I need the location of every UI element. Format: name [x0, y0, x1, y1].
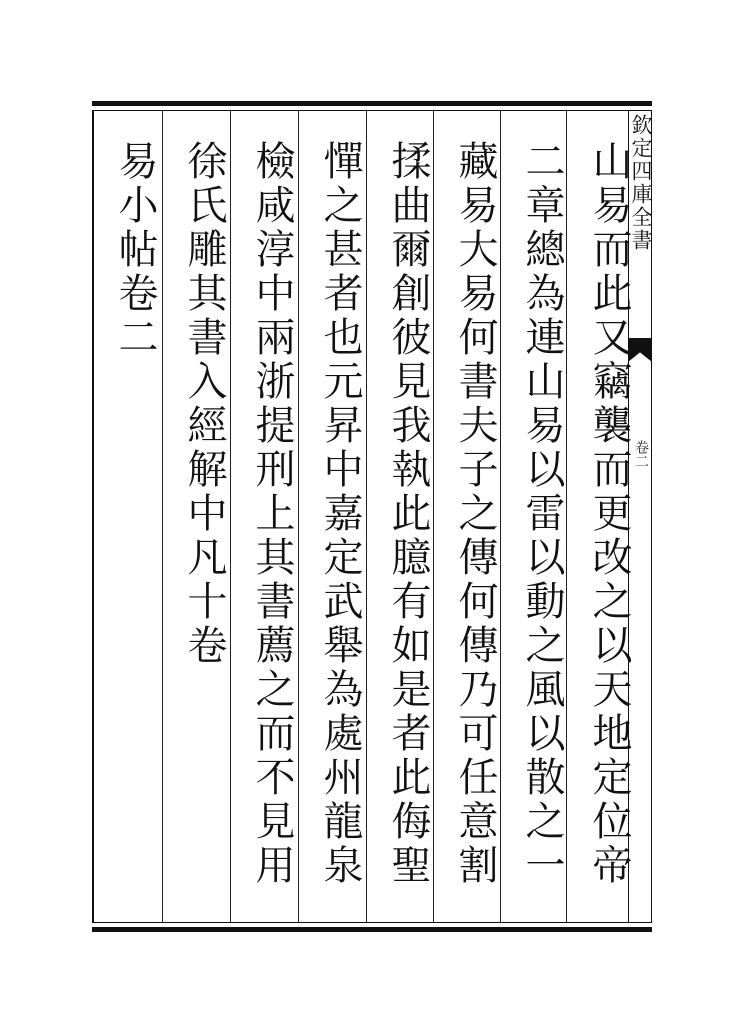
- margin-book-title: 欽定四庫全書: [629, 114, 653, 252]
- text-column-4: 揉曲爾創彼見我執此臆有如是者此侮聖: [385, 140, 431, 888]
- chapter-end-title: 易小帖卷二: [112, 140, 158, 360]
- text-column-7: 徐氏雕其書入經解中凡十卷: [181, 140, 227, 668]
- top-border-thin: [92, 110, 652, 111]
- margin-volume-label: 卷二: [633, 440, 649, 468]
- text-column-2: 二章總為連山易以雷以動之風以散之一: [519, 140, 565, 888]
- bottom-border-thin: [92, 922, 652, 923]
- text-column-5: 憚之甚者也元昇中嘉定武舉為處州龍泉: [317, 140, 363, 888]
- left-border: [92, 110, 94, 923]
- bottom-border-thick: [92, 927, 652, 932]
- text-column-3: 藏易大易何書夫子之傳何傳乃可任意割: [452, 140, 498, 888]
- text-column-6: 檢咸淳中兩浙提刑上其書薦之而不見用: [249, 140, 295, 888]
- text-column-1: 山易而此又竊襲而更改之以天地定位帝: [586, 140, 632, 888]
- top-border-thick: [92, 101, 652, 106]
